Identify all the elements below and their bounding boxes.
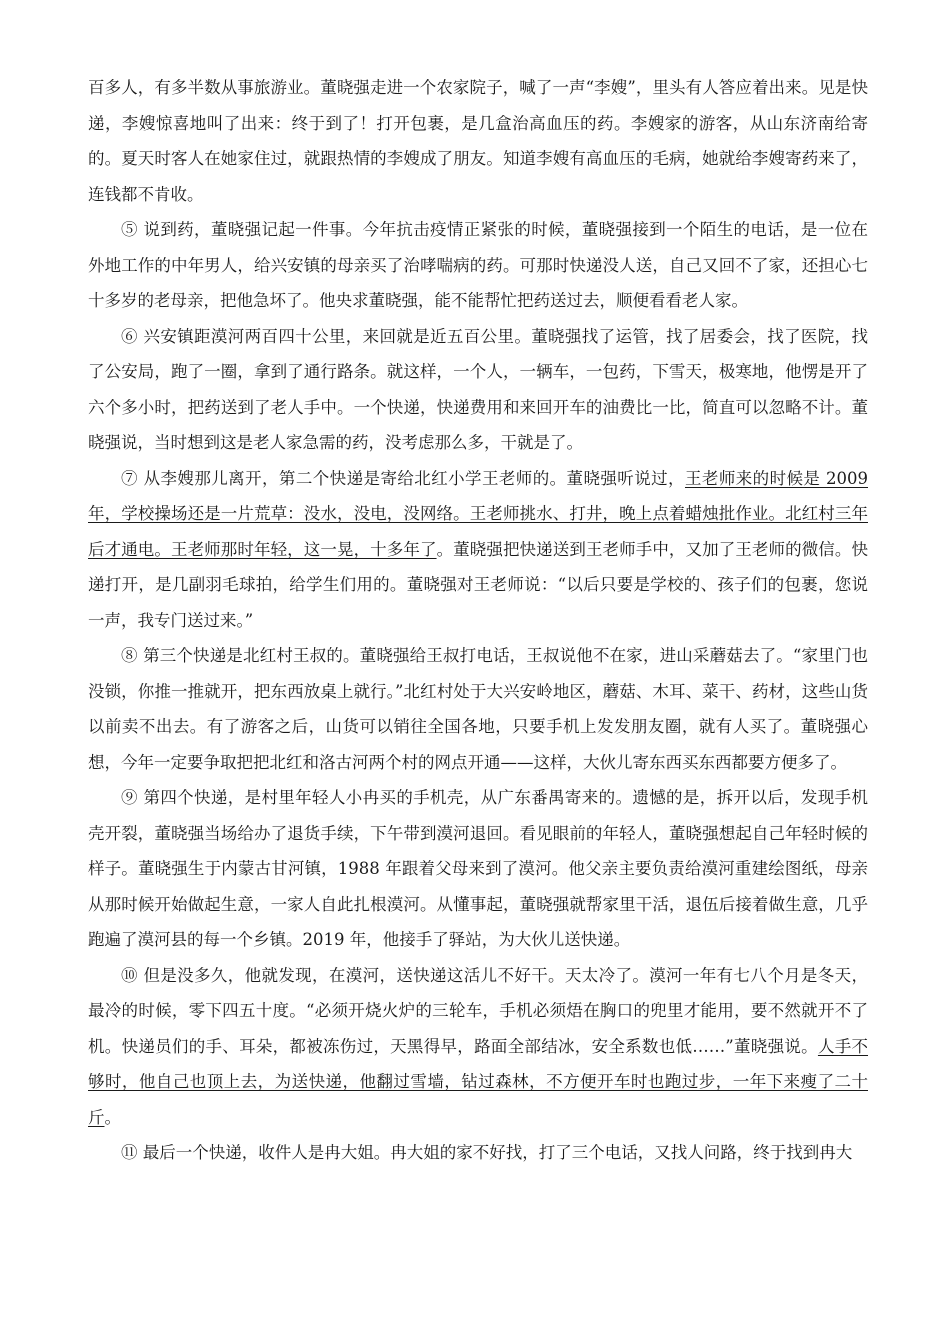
paragraph-7-underlined-sentence: 王老师来的时候是 2009 年，学校操场还是一片荒草：没水，没电，没网络。王老师挑水、打井，晚上点着蜡烛批作业。北红村三年后才通电。王老师那时年轻，这一晃，十多年了 xyxy=(88,468,868,559)
paragraph-4-continued: 百多人，有多半数从事旅游业。董晓强走进一个农家院子，喊了一声“李嫂”，里头有人答应着出来。见是快递，李嫂惊喜地叫了出来：终于到了！打开包裹，是几盒治高血压的药。李嫂家的游客，从山东济南给寄的。夏天时客人在她家住过，就跟热情的李嫂成了朋友。知道李嫂有高血压的毛病，她就给李嫂寄药来了，连钱都不肯收。 xyxy=(88,78,868,204)
paragraph-9: ⑨ 第四个快递，是村里年轻人小冉买的手机壳，从广东番禺寄来的。遗憾的是，拆开以后，发现手机壳开裂，董晓强当场给办了退货手续，下午带到漠河退回。看见眼前的年轻人，董晓强想起自己年轻时候的样子。董晓强生于内蒙古甘河镇，1988 年跟着父母来到了漠河。他父亲主要负责给漠河重建绘图纸，母亲从那时候开始做起生意，一家人自此扎根漠河。从懂事起，董晓强就帮家里干活，退伍后接着做生意，几乎跑遍了漠河县的每一个乡镇。2019 年，他接手了驿站，为大伙儿送快递。 xyxy=(88,788,868,949)
paragraph-7-tail: 。董晓强把快递送到王老师手中，又加了王老师的微信。快递打开，是几副羽毛球拍，给学生们用的。董晓强对王老师说：“以后只要是学校的、孩子们的包裹，您说一声，我专门送过来。” xyxy=(88,539,869,630)
paragraph-7-lead: ⑦ 从李嫂那儿离开，第二个快递是寄给北红小学王老师的。董晓强听说过， xyxy=(121,468,685,488)
paragraph-5: ⑤ 说到药，董晓强记起一件事。今年抗击疫情正紧张的时候，董晓强接到一个陌生的电话，是一位在外地工作的中年男人，给兴安镇的母亲买了治哮喘病的药。可那时快递没人送，自己又回不了家，还担心七十多岁的老母亲，把他急坏了。他央求董晓强，能不能帮忙把药送过去，顺便看看老人家。 xyxy=(88,220,868,310)
paragraph-10-tail: 。 xyxy=(104,1107,121,1127)
paragraph-8: ⑧ 第三个快递是北红村王叔的。董晓强给王叔打电话，王叔说他不在家，进山采蘑菇去了。“家里门也没锁，你推一推就开，把东西放桌上就行。”北红村处于大兴安岭地区，蘑菇、木耳、菜干、药材，这些山货以前卖不出去。有了游客之后，山货可以销往全国各地，只要手机上发发朋友圈，就有人买了。董晓强心想，今年一定要争取把把北红和洛古河两个村的网点开通——这样，大伙儿寄东西买东西都要方便多了。 xyxy=(88,646,868,772)
paragraph-6: ⑥ 兴安镇距漠河两百四十公里，来回就是近五百公里。董晓强找了运管，找了居委会，找了医院，找了公安局，跑了一圈，拿到了通行路条。就这样，一个人，一辆车，一包药，下雪天，极寒地，他愣是开了六个多小时，把药送到了老人手中。一个快递，快递费用和来回开车的油费比一比，简直可以忽略不计。董晓强说，当时想到这是老人家急需的药，没考虑那么多，干就是了。 xyxy=(88,326,868,452)
paragraph-10-lead: ⑩ 但是没多久，他就发现，在漠河，送快递这活儿不好干。天太冷了。漠河一年有七八个月是冬天，最冷的时候，零下四五十度。“必须开烧火炉的三轮车，手机必须焐在胸口的兜里才能用，要不然就开不了机。快递员们的手、耳朵，都被冻伤过，天黑得早，路面全部结冰，安全系数也低……”董晓强说。 xyxy=(88,965,868,1056)
paragraph-10 xyxy=(88,958,868,1136)
paragraph-11: ⑪ 最后一个快递，收件人是冉大姐。冉大姐的家不好找，打了三个电话，又找人问路，终于找到冉大 xyxy=(121,1143,853,1162)
document-page xyxy=(88,70,868,1171)
paragraph-10-underlined-sentence: 人手不够时，他自己也顶上去，为送快递，他翻过雪墙，钻过森林，不方便开车时也跑过步，一年下来瘦了二十斤 xyxy=(88,1036,869,1127)
paragraph-7 xyxy=(88,461,868,639)
